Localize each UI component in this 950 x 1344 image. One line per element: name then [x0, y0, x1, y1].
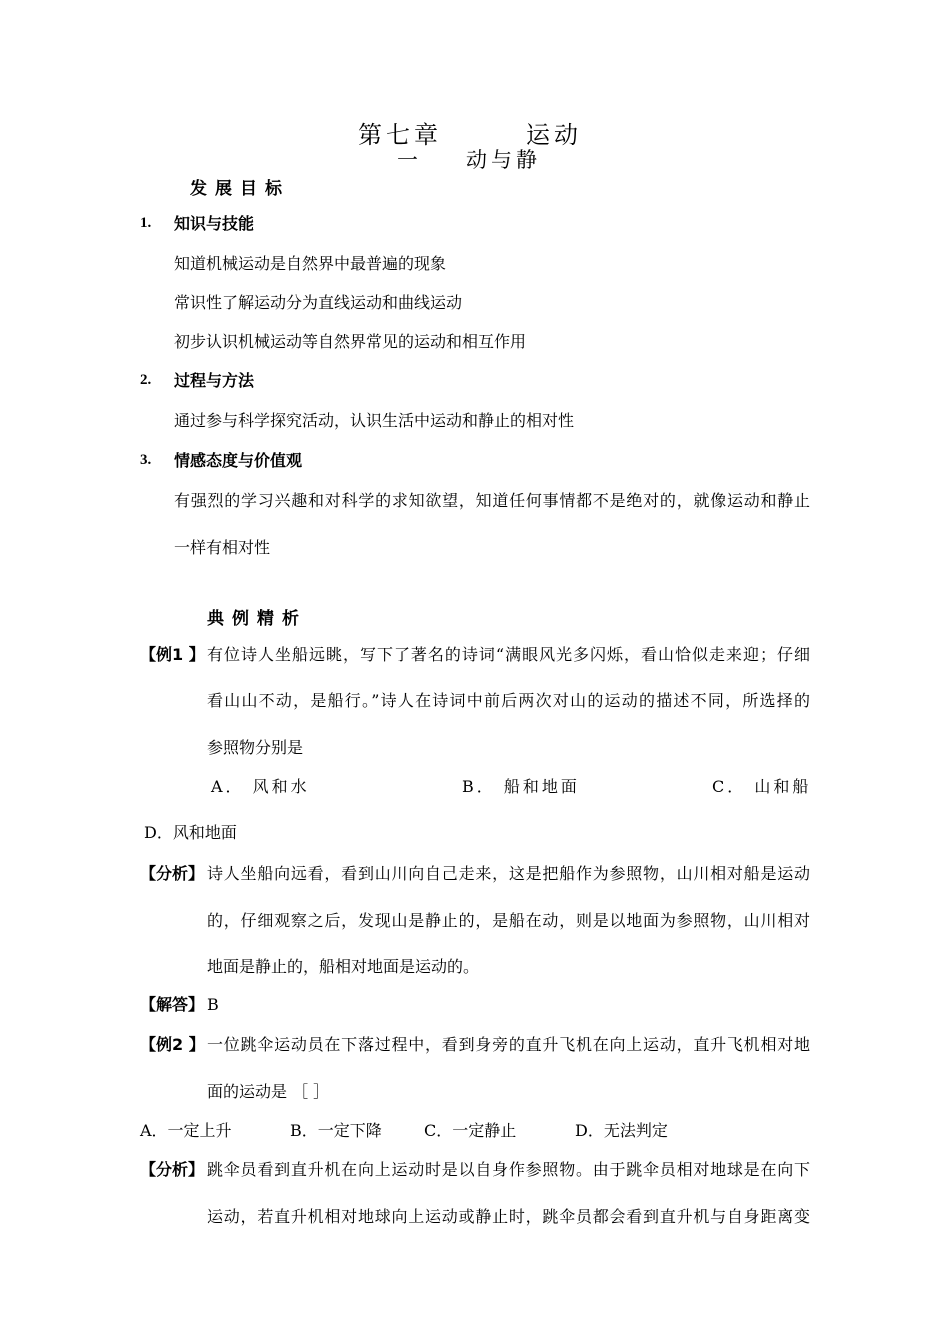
example-label: 【例2 】 [140, 1035, 205, 1054]
example-label: 【例1 】 [140, 645, 205, 664]
analysis-text: 运动，若直升机相对地球向上运动或静止时，跳伞员都会看到直升机与自身距离变 [207, 1207, 810, 1226]
section-title: 动与静 [466, 148, 541, 172]
goal-heading: 情感态度与价值观 [174, 451, 303, 470]
chapter-topic: 运动 [526, 121, 582, 149]
option-c: C． 山和船 [712, 777, 812, 796]
example-text: 有位诗人坐船远眺，写下了著名的诗词“满眼风光多闪烁，看山恰似走来迎；仔细 [207, 645, 810, 664]
goal-heading: 过程与方法 [174, 371, 255, 390]
goal-line: 一样有相对性 [174, 538, 271, 557]
examples-heading: 典例精析 [207, 609, 307, 629]
goal-number: 3. [140, 452, 152, 468]
option-c: C．一定静止 [424, 1121, 517, 1140]
analysis-text: 诗人坐船向远看，看到山川向自己走来，这是把船作为参照物，山川相对船是运动 [207, 864, 810, 883]
goal-heading: 知识与技能 [174, 214, 255, 233]
goal-line: 知道机械运动是自然界中最普遍的现象 [174, 254, 447, 273]
section-number: 一 [397, 148, 422, 172]
example-text: 看山山不动，是船行。”诗人在诗词中前后两次对山的运动的描述不同，所选择的 [207, 691, 810, 710]
goal-number: 1. [140, 215, 152, 231]
example-text: 面的运动是 ［ ］ [207, 1082, 330, 1101]
option-d: D．风和地面 [144, 823, 237, 842]
analysis-text: 跳伞员看到直升机在向上运动时是以自身作参照物。由于跳伞员相对地球是在向下 [207, 1160, 810, 1179]
option-a: A．一定上升 [140, 1121, 232, 1140]
option-d: D．无法判定 [575, 1121, 668, 1140]
chapter-title: 第七章 [358, 121, 442, 149]
goal-line: 通过参与科学探究活动，认识生活中运动和静止的相对性 [174, 411, 575, 430]
option-a: A． 风和水 [211, 777, 310, 796]
goal-line: 常识性了解运动分为直线运动和曲线运动 [174, 293, 463, 312]
analysis-label: 【分析】 [140, 864, 205, 883]
goal-line: 有强烈的学习兴趣和对科学的求知欲望，知道任何事情都不是绝对的，就像运动和静止 [174, 491, 810, 510]
goal-line: 初步认识机械运动等自然界常见的运动和相互作用 [174, 332, 527, 351]
example-text: 一位跳伞运动员在下落过程中，看到身旁的直升飞机在向上运动，直升飞机相对地 [207, 1035, 810, 1054]
example-text: 参照物分别是 [207, 738, 304, 757]
analysis-label: 【分析】 [140, 1160, 205, 1179]
option-b: B．一定下降 [290, 1121, 382, 1140]
option-b: B． 船和地面 [462, 777, 580, 796]
analysis-text: 的，仔细观察之后，发现山是静止的，是船在动，则是以地面为参照物，山川相对 [207, 911, 810, 930]
answer-label: 【解答】 [140, 995, 205, 1014]
analysis-text: 地面是静止的，船相对地面是运动的。 [207, 957, 480, 976]
goals-heading: 发展目标 [190, 179, 290, 199]
goal-number: 2. [140, 372, 152, 388]
answer-value: B [207, 995, 219, 1014]
